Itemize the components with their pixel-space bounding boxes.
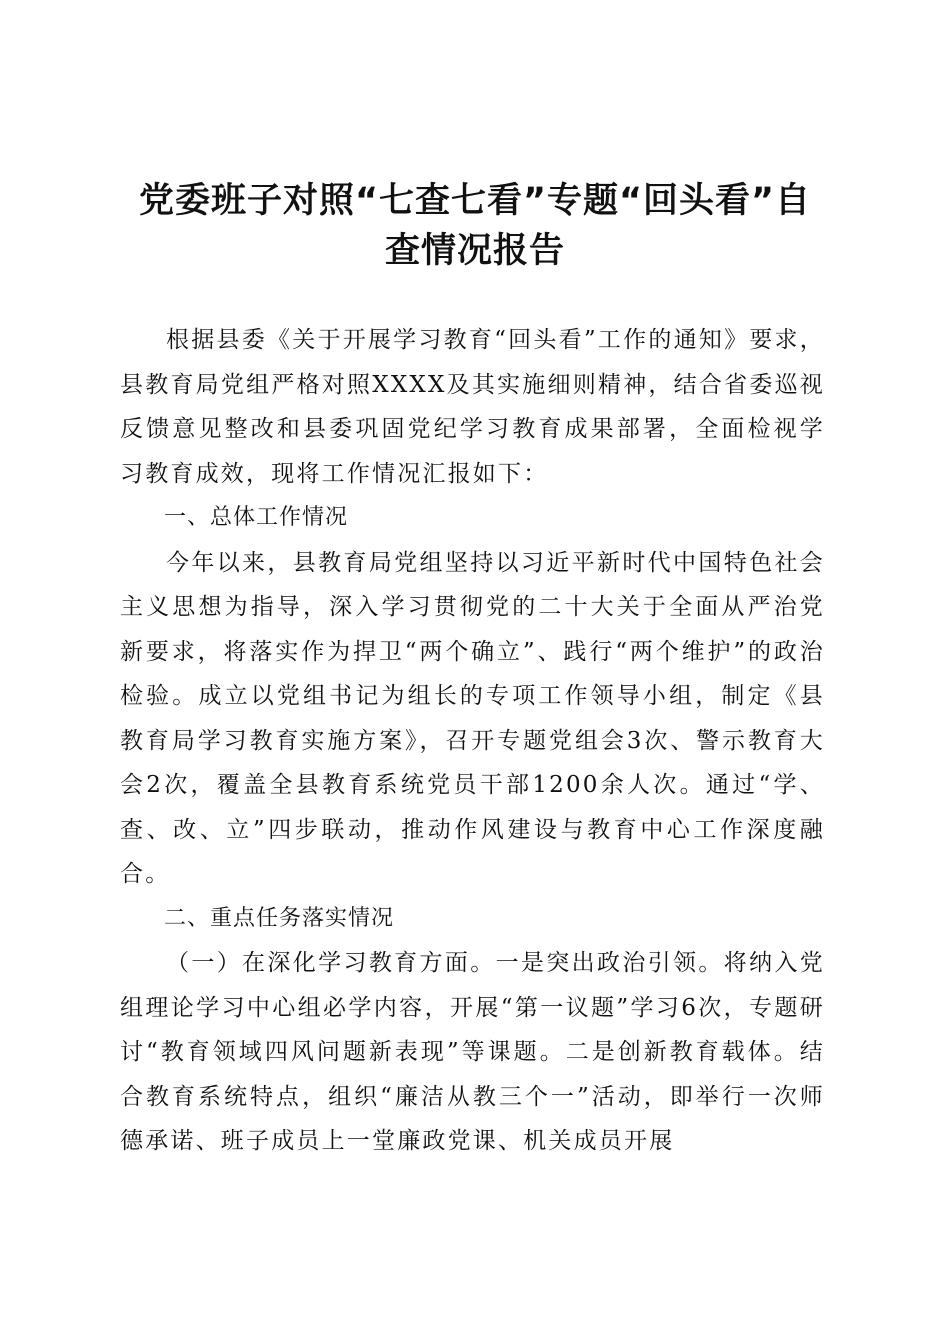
title-line-2: 查情况报告 xyxy=(384,231,565,271)
section-2-subsection-1: （一）在深化学习教育方面。一是突出政治引领。将纳入党组理论学习中心组必学内容，开展“第一议题”学习6次，专题研讨“教育领域四风问题新表现”等课题。二是创新教育载体。结合教育系统特点，组织“廉洁从教三个一”活动，即举行一次师德承诺、班子成员上一堂廉政党课、机关成员开展 xyxy=(120,950,825,1154)
document-body xyxy=(120,318,825,1164)
section-1-heading: 一、总体工作情况 xyxy=(164,505,349,530)
title-line-1: 党委班子对照“七查七看”专题“回头看”自 xyxy=(138,181,811,221)
intro-paragraph: 根据县委《关于开展学习教育“回头看”工作的通知》要求，县教育局党组严格对照XXXX及其实施细则精神，结合省委巡视反馈意见整改和县委巩固党纪学习教育成果部署，全面检视学习教育成效，现将工作情况汇报如下： xyxy=(120,327,825,487)
section-1-paragraph: 今年以来，县教育局党组坚持以习近平新时代中国特色社会主义思想为指导，深入学习贯彻党的二十大关于全面从严治党新要求，将落实作为捍卫“两个确立”、践行“两个维护”的政治检验。成立以党组书记为组长的专项工作领导小组，制定《县教育局学习教育实施方案》，召开专题党组会3次、警示教育大会2次，覆盖全县教育系统党员干部1200余人次。通过“学、查、改、立”四步联动，推动作风建设与教育中心工作深度融合。 xyxy=(120,549,825,887)
document-title xyxy=(110,176,840,276)
section-2-heading: 二、重点任务落实情况 xyxy=(164,905,395,931)
